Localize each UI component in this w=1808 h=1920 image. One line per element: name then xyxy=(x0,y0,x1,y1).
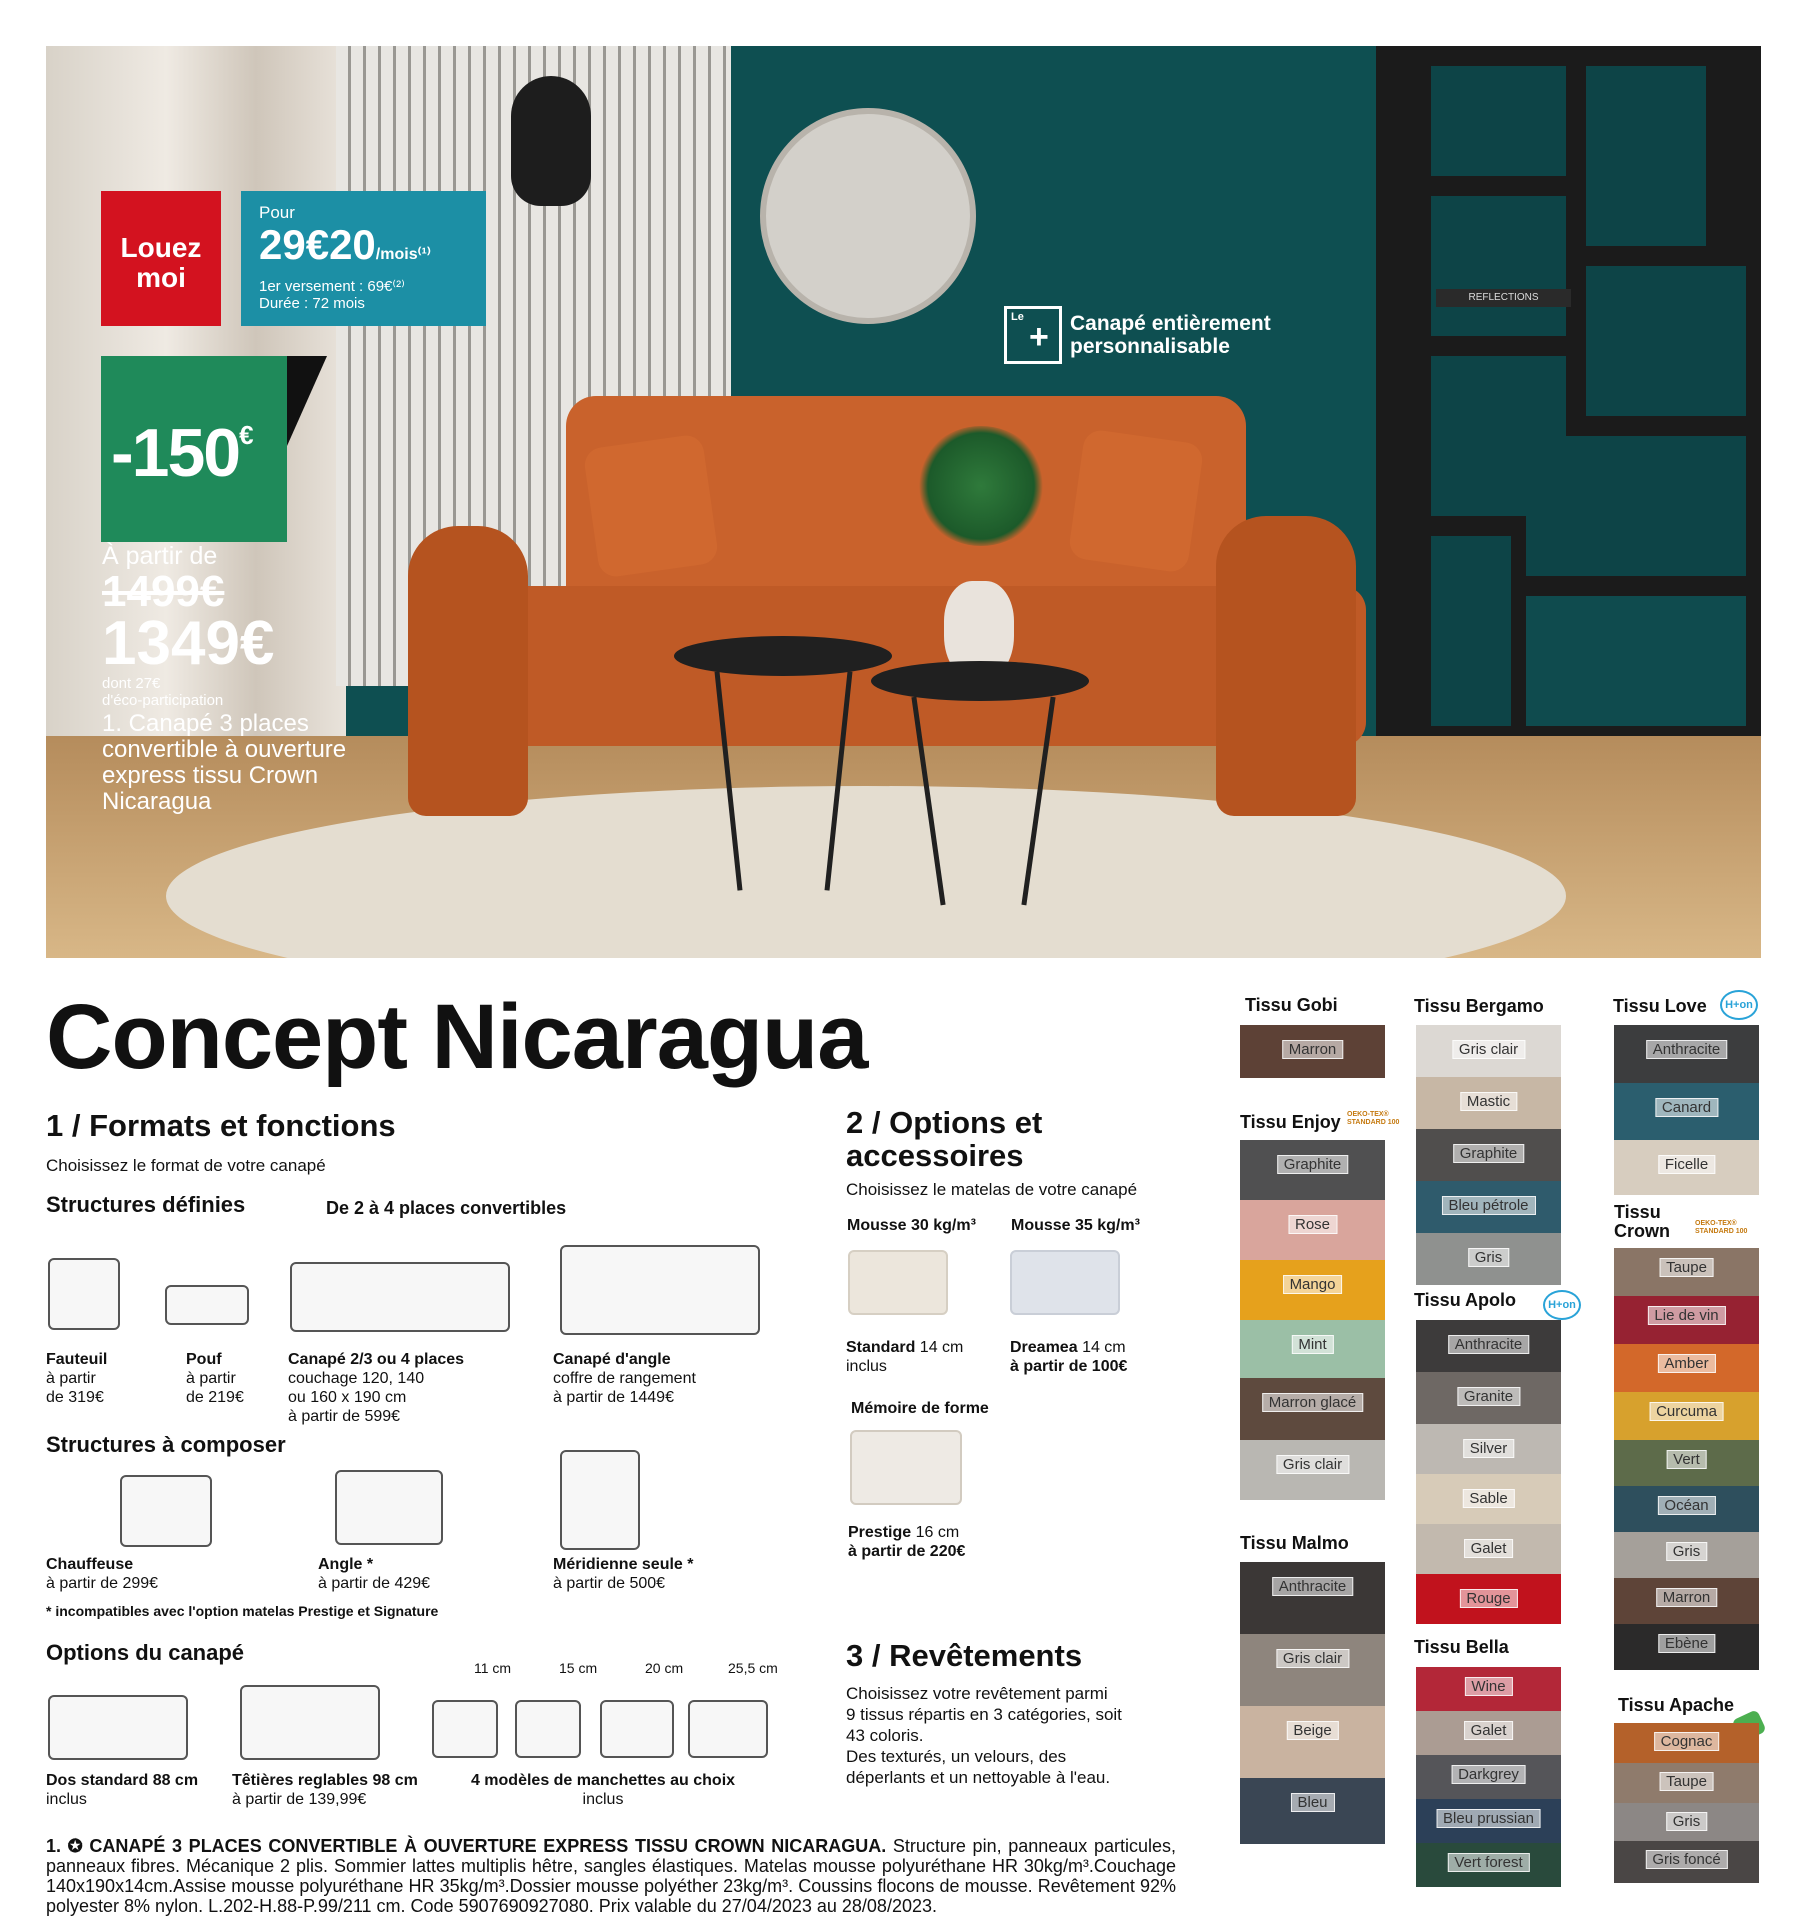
old-price: 1499€ xyxy=(102,567,225,616)
fabric-apolo-title: Tissu Apolo xyxy=(1414,1290,1517,1310)
pendant-lamp xyxy=(511,76,591,206)
swatch[interactable]: Gris clair xyxy=(1240,1440,1385,1500)
chauffeuse-icon xyxy=(120,1475,212,1547)
swatch[interactable]: Granite xyxy=(1416,1372,1561,1424)
bookshelf xyxy=(1376,46,1761,746)
armrest-20-icon xyxy=(600,1700,674,1758)
hion-logo: H+on xyxy=(1543,1290,1581,1320)
arm-size: 20 cm xyxy=(645,1660,684,1676)
swatch[interactable]: Océan xyxy=(1614,1486,1759,1532)
plus-icon: Le + xyxy=(1004,306,1062,364)
swatch[interactable]: Vert forest xyxy=(1416,1843,1561,1887)
page-title: Concept Nicaragua xyxy=(46,986,868,1088)
round-mirror xyxy=(760,108,976,324)
armrest-11-icon xyxy=(432,1700,498,1758)
cushion xyxy=(583,433,720,578)
hion-logo: H+on xyxy=(1720,990,1758,1020)
swatch[interactable]: Gris xyxy=(1614,1803,1759,1841)
le-plus-text: Canapé entièrement personnalisable xyxy=(1070,312,1271,358)
arm-size: 15 cm xyxy=(559,1660,598,1676)
swatch[interactable]: Ficelle xyxy=(1614,1140,1759,1195)
fabric-bergamo-title: Tissu Bergamo xyxy=(1414,996,1544,1016)
convertible-label: De 2 à 4 places convertibles xyxy=(326,1198,567,1218)
swatch[interactable]: Lie de vin xyxy=(1614,1296,1759,1344)
swatch[interactable]: Amber xyxy=(1614,1344,1759,1392)
swatch[interactable]: Vert xyxy=(1614,1440,1759,1486)
angle-icon xyxy=(335,1470,443,1545)
item-meridienne: Méridienne seule * à partir de 500€ xyxy=(553,1556,694,1592)
item-pouf: Pouf à partir de 219€ xyxy=(186,1351,244,1406)
swatch[interactable]: Curcuma xyxy=(1614,1392,1759,1440)
option-manchettes: 4 modèles de manchettes au choix inclus xyxy=(470,1772,736,1808)
swatch[interactable]: Gris clair xyxy=(1416,1025,1561,1077)
incompatible-note: * incompatibles avec l'option matelas Prestige et Signature xyxy=(46,1603,439,1619)
swatch[interactable]: Marron xyxy=(1240,1025,1385,1078)
rent-badge: Louez moi xyxy=(101,191,221,326)
corner-sofa-icon xyxy=(560,1245,760,1335)
swatch[interactable]: Galet xyxy=(1416,1711,1561,1755)
armchair-icon xyxy=(48,1258,120,1330)
swatch[interactable]: Cognac xyxy=(1614,1723,1759,1763)
section1-subtitle: Choisissez le format de votre canapé xyxy=(46,1156,326,1175)
hero-photo xyxy=(46,46,1761,958)
memory-foam: Mémoire de forme xyxy=(851,1400,989,1417)
swatch[interactable]: Anthracite xyxy=(1240,1562,1385,1634)
structures-defined: Structures définies xyxy=(46,1192,246,1217)
mattress-prestige: Prestige 16 cm à partir de 220€ xyxy=(848,1524,966,1560)
swatch[interactable]: Bleu prussian xyxy=(1416,1799,1561,1843)
standard-back-icon xyxy=(48,1695,188,1760)
item-canape: Canapé 2/3 ou 4 places couchage 120, 140 ou 160 x 190 cm à partir de 599€ xyxy=(288,1351,465,1425)
item-fauteuil: Fauteuil à partir de 319€ xyxy=(46,1351,108,1406)
plant xyxy=(916,426,1046,546)
swatch[interactable]: Beige xyxy=(1240,1706,1385,1778)
side-table xyxy=(674,636,892,676)
sofa-arm xyxy=(408,526,528,816)
swatch[interactable]: Gris xyxy=(1614,1532,1759,1578)
swatch[interactable]: Gris clair xyxy=(1240,1634,1385,1706)
swatch[interactable]: Mastic xyxy=(1416,1077,1561,1129)
rent-pour: Pour xyxy=(259,203,295,222)
fabric-apache-title: Tissu Apache xyxy=(1618,1695,1735,1715)
eco-line1: dont 27€ xyxy=(102,675,161,692)
le-plus-callout xyxy=(1004,306,1300,364)
swatch[interactable]: Galet xyxy=(1416,1524,1561,1574)
legal-text: 1. ✪ CANAPÉ 3 PLACES CONVERTIBLE À OUVERTURE EXPRESS TISSU CROWN NICARAGUA. Structure pin, panneaux particules, panneaux fibres. Mécanique 2 plis. Sommier lattes multiplis hêtre, sangles élastiques. Matelas mousse polyuréthane HR 30kg/m³.Couchage 140x190x14cm.Assise mousse polyuréthane HR 35kg/m³.Dossier mousse polyéther 23kg/m³. Coussins flocons de mousse. Revêtement 92% polyester 8% nylon. L.202-H.88-P.99/211 cm. Code 5907690927080. Prix valable du 27/04/2023 au 28/08/2023. xyxy=(46,1836,1176,1916)
section2-title: 2 / Options et accessoires xyxy=(846,1105,1043,1173)
mousse-30: Mousse 30 kg/m³ xyxy=(847,1217,976,1234)
swatch[interactable]: Graphite xyxy=(1240,1140,1385,1200)
headrest-icon xyxy=(240,1685,380,1760)
option-tetieres: Têtières reglables 98 cm à partir de 139,99€ xyxy=(232,1772,418,1808)
mousse-35: Mousse 35 kg/m³ xyxy=(1011,1217,1140,1234)
item-chauffeuse: Chauffeuse à partir de 299€ xyxy=(46,1556,159,1592)
swatch[interactable]: Ebène xyxy=(1614,1624,1759,1670)
section2-subtitle: Choisissez le matelas de votre canapé xyxy=(846,1180,1138,1199)
fabric-bella-title: Tissu Bella xyxy=(1414,1637,1509,1657)
from-label: À partir de xyxy=(102,542,218,570)
section1-title: 1 / Formats et fonctions xyxy=(46,1108,396,1143)
swatch[interactable]: Bleu xyxy=(1240,1778,1385,1844)
swatch[interactable]: Bleu pétrole xyxy=(1416,1181,1561,1233)
item-angle-canape: Canapé d'angle coffre de rangement à partir de 1449€ xyxy=(553,1351,696,1406)
swatch[interactable]: Gris xyxy=(1416,1233,1561,1285)
option-dos: Dos standard 88 cm inclus xyxy=(46,1772,199,1808)
arm-size: 11 cm xyxy=(474,1660,512,1676)
item-angle: Angle * à partir de 429€ xyxy=(318,1556,431,1592)
book: REFLECTIONS xyxy=(1436,289,1571,307)
price-box xyxy=(102,542,422,815)
swatch[interactable]: Mango xyxy=(1240,1260,1385,1320)
armrest-15-icon xyxy=(515,1700,581,1758)
fabric-malmo-title: Tissu Malmo xyxy=(1240,1533,1349,1553)
swatch[interactable]: Rose xyxy=(1240,1200,1385,1260)
swatch[interactable]: Wine xyxy=(1416,1667,1561,1711)
rent-first-payment: 1er versement : 69€⁽²⁾ xyxy=(259,278,405,295)
swatch[interactable]: Mint xyxy=(1240,1320,1385,1378)
arm-size: 25,5 cm xyxy=(728,1660,778,1676)
meridienne-icon xyxy=(560,1450,640,1550)
sofa-arm xyxy=(1216,516,1356,816)
mattress-standard-image xyxy=(848,1250,948,1315)
options-title: Options du canapé xyxy=(46,1640,245,1665)
swatch[interactable]: Marron xyxy=(1614,1578,1759,1624)
mattress-dreamea-image xyxy=(1010,1250,1120,1315)
eco-line2: d'éco-participation xyxy=(102,692,224,709)
fabric-gobi-title: Tissu Gobi xyxy=(1245,995,1338,1015)
oeko-tex-logo: OEKO-TEX® STANDARD 100 xyxy=(1695,1220,1748,1235)
structures-compose: Structures à composer xyxy=(46,1432,286,1457)
fabric-love-title: Tissu Love xyxy=(1613,996,1707,1016)
rent-offer xyxy=(241,191,486,326)
mattress-dreamea: Dreamea 14 cm à partir de 100€ xyxy=(1010,1339,1128,1375)
product-name: 1. Canapé 3 places convertible à ouverture express tissu Crown Nicaragua xyxy=(102,710,347,815)
cushion xyxy=(1068,428,1205,573)
section3-text: Choisissez votre revêtement parmi 9 tissus répartis en 3 catégories, soit 43 coloris. Des texturés, un velours, des déperlants et un nettoyable à l'eau. xyxy=(846,1684,1122,1787)
swatch[interactable]: Silver xyxy=(1416,1424,1561,1474)
section3-title: 3 / Revêtements xyxy=(846,1638,1083,1673)
swatch[interactable]: Anthracite xyxy=(1614,1025,1759,1083)
swatch[interactable]: Rouge xyxy=(1416,1574,1561,1624)
oeko-tex-logo: OEKO-TEX® STANDARD 100 xyxy=(1347,1111,1400,1126)
swatch[interactable]: Graphite xyxy=(1416,1129,1561,1181)
fabric-enjoy-title: Tissu Enjoy xyxy=(1240,1112,1341,1132)
swatch[interactable]: Anthracite xyxy=(1416,1320,1561,1372)
rent-monthly: 29€20/mois⁽¹⁾ xyxy=(259,221,431,268)
discount-badge: -150€ xyxy=(101,356,287,542)
side-table xyxy=(871,661,1089,701)
swatch[interactable]: Gris foncé xyxy=(1614,1841,1759,1883)
swatch[interactable]: Taupe xyxy=(1614,1763,1759,1803)
armrest-25-icon xyxy=(688,1700,768,1758)
rent-duration: Durée : 72 mois xyxy=(259,295,365,312)
mattress-standard: Standard 14 cm inclus xyxy=(846,1339,964,1375)
pouf-icon xyxy=(165,1285,249,1325)
swatch[interactable]: Darkgrey xyxy=(1416,1755,1561,1799)
mattress-prestige-image xyxy=(850,1430,962,1505)
swatch[interactable]: Canard xyxy=(1614,1083,1759,1140)
swatch[interactable]: Taupe xyxy=(1614,1248,1759,1296)
swatch[interactable]: Sable xyxy=(1416,1474,1561,1524)
fabric-crown-title: Tissu Crown xyxy=(1614,1202,1670,1241)
new-price: 1349€ xyxy=(102,609,275,678)
sofa-icon xyxy=(290,1262,510,1332)
swatch[interactable]: Marron glacé xyxy=(1240,1378,1385,1440)
